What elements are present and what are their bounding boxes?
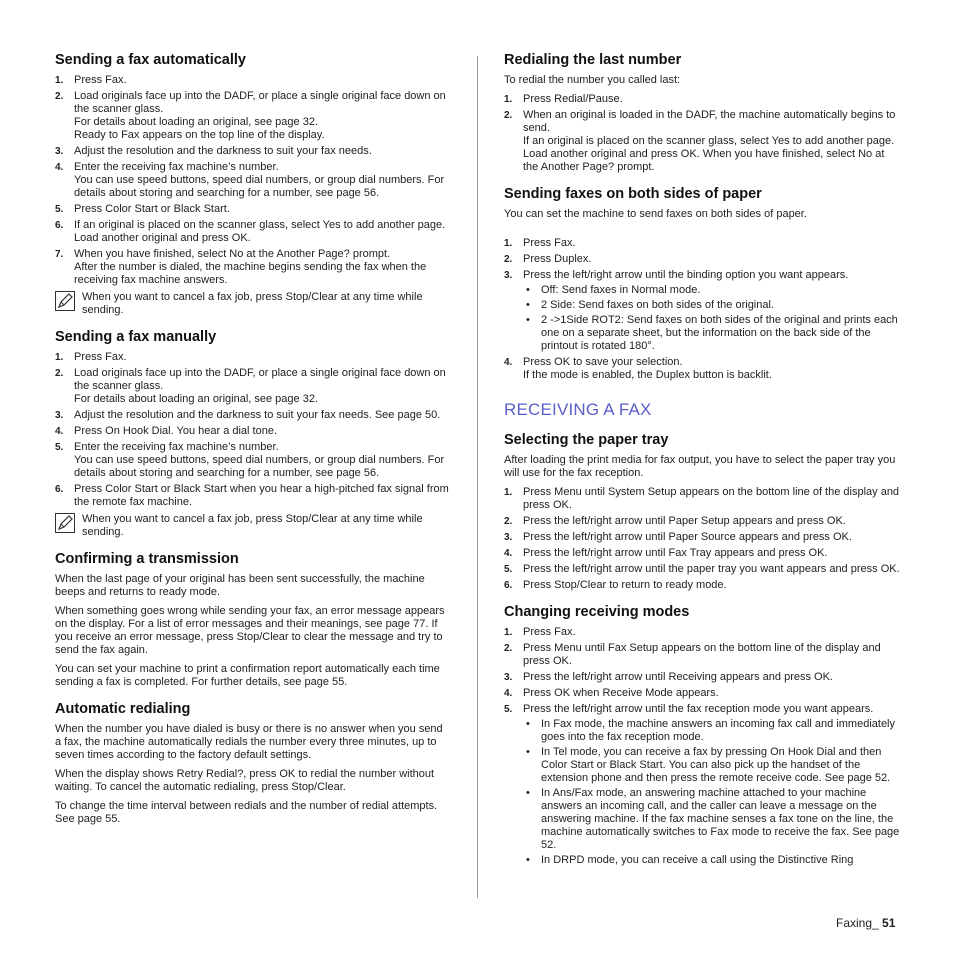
right-column — [504, 52, 902, 879]
list-item: 6. Press Stop/Clear to return to ready mode. — [504, 579, 727, 591]
list-item: 5. Press the left/right arrow until the fax reception mode you want appears. • In Fax mode, the machine answers an incoming fax call and immediately goes into the fax reception mode. • In Tel mode, you can receive a fax by pressing On Hook Dial and then Color Start or Black Start. You can also pick up the handset of the extension phone and then press the remote receive code. See page 52. • In Ans/Fax mode, an answering machine attached to your machine answers an incoming call, and the caller can leave a message on the answering machine. If the fax machine senses a fax tone on the line, the machine automatically switches to Fax mode to receive the fax. See page 52. • In DRPD mode, you can receive a call using the Distinctive Ring — [504, 703, 902, 867]
paragraph: You can set your machine to print a confirmation report automatically each time sending a fax is completed. For further details, see page 55. — [55, 663, 440, 688]
list-item: 1. Press Redial/Pause. — [504, 93, 623, 105]
note-text: When you want to cancel a fax job, press Stop/Clear at any time while sending. — [82, 291, 423, 316]
list-item: 5. Press Color Start or Black Start. — [55, 203, 230, 215]
paragraph: When the last page of your original has been sent successfully, the machine beeps and returns to ready mode. — [55, 573, 425, 598]
paragraph: When the number you have dialed is busy or there is no answer when you send a fax, the machine automatically redials the number every three minutes, up to seven times according to the factory default settings. — [55, 723, 443, 761]
list-item: 4. Press OK to save your selection. If the mode is enabled, the Duplex button is backlit. — [504, 356, 772, 381]
list-item: 1. Press Fax. — [55, 74, 127, 86]
bullet-icon: • — [526, 284, 530, 296]
section-auto-redial — [55, 701, 450, 826]
list-item: 2. Load originals face up into the DADF, or place a single original face down on the scanner glass. For details about loading an original, see page 32. Ready to Fax appears on the top line of the display. — [55, 90, 446, 141]
section-paper-tray — [504, 432, 902, 592]
list-item: 2. Press the left/right arrow until Paper Setup appears and press OK. — [504, 515, 846, 527]
steps-list — [55, 351, 450, 509]
steps-list — [55, 74, 450, 287]
section-redial-last — [504, 52, 902, 174]
steps-list — [504, 626, 902, 867]
list-item: 2. Press Menu until Fax Setup appears on the bottom line of the display and press OK. — [504, 642, 881, 667]
steps-list — [504, 93, 902, 174]
bullet-icon: • — [526, 854, 530, 866]
note-pencil-icon — [55, 513, 75, 533]
list-item: 4. Press On Hook Dial. You hear a dial tone. — [55, 425, 278, 437]
list-item: • In Tel mode, you can receive a fax by pressing On Hook Dial and then Color Start or Black Start. You can also pick up the handset of the extension phone and then press the remote receive code. See page 52. — [526, 746, 891, 784]
paragraph: You can set the machine to send faxes on both sides of paper. — [504, 208, 807, 220]
steps-list — [504, 486, 902, 592]
bullet-icon: • — [526, 299, 530, 311]
list-item: 5. Press the left/right arrow until the paper tray you want appears and press OK. — [504, 563, 900, 575]
list-item: • 2 ->1Side ROT2: Send faxes on both sides of the original and prints each one on a separate sheet, but the information on the back side of the printout is rotated 180°. — [526, 314, 898, 352]
list-item: 3. Press the left/right arrow until the binding option you want appears. • Off: Send faxes in Normal mode. • 2 Side: Send faxes on both sides of the original. • 2 ->1Side ROT2: Send faxes on both sides of the original and prints each one on a separate sheet, but the information on the back side of the printout is rotated 180°. — [504, 269, 902, 353]
paragraph: When something goes wrong while sending your fax, an error message appears on the display. For a list of error messages and their meanings, see page 77. If you receive an error message, press Stop/Clear to clear the message and try to send the fax again. — [55, 605, 445, 656]
section-sending-manually — [55, 329, 450, 539]
list-item: 5. Enter the receiving fax machine’s number. You can use speed buttons, speed dial numbers, or group dial numbers. For details about storing and searching for a number, see page 56. — [55, 441, 445, 479]
section-title: Redialing the last number — [504, 52, 682, 68]
left-column — [55, 52, 450, 838]
list-item: 3. Press the left/right arrow until Receiving appears and press OK. — [504, 671, 833, 683]
paragraph: To redial the number you called last: — [504, 74, 681, 86]
bullet-icon: • — [526, 746, 530, 758]
list-item: 3. Press the left/right arrow until Paper Source appears and press OK. — [504, 531, 852, 543]
list-item: 4. Press OK when Receive Mode appears. — [504, 687, 719, 699]
footer-section: Faxing_ — [836, 916, 879, 930]
list-item: 1. Press Fax. — [55, 351, 127, 363]
paragraph: After loading the print media for fax output, you have to select the paper tray you will use for the fax reception. — [504, 454, 896, 479]
list-item: 1. Press Fax. — [504, 626, 576, 638]
section-title: Changing receiving modes — [504, 604, 690, 620]
list-item: 6. If an original is placed on the scanner glass, select Yes to add another page. Load another original and press OK. — [55, 219, 446, 244]
bullet-icon: • — [526, 314, 530, 326]
column-divider — [477, 56, 478, 898]
section-duplex — [504, 186, 902, 382]
list-item: 2. When an original is loaded in the DADF, the machine automatically begins to send. If an original is placed on the scanner glass, select Yes to add another page. Load another original and press OK. When you have finished, select No at the Another Page? prompt. — [504, 109, 896, 173]
list-item: 3. Adjust the resolution and the darkness to suit your fax needs. — [55, 145, 372, 157]
section-title: Selecting the paper tray — [504, 432, 669, 448]
list-item: • In Ans/Fax mode, an answering machine attached to your machine answers an incoming call, and the caller can leave a message on the answering machine. If the fax machine senses a fax tone on the line, the machine automatically switches to Fax mode to receive the fax. See page 52. — [526, 787, 900, 851]
list-item: • In Fax mode, the machine answers an incoming fax call and immediately goes into the fax reception mode. — [526, 718, 896, 743]
list-item: 2. Press Duplex. — [504, 253, 592, 265]
paragraph: To change the time interval between redials and the number of redial attempts. See page 55. — [55, 800, 438, 825]
bullet-icon: • — [526, 787, 530, 799]
note-pencil-icon — [55, 291, 75, 311]
list-item: 3. Adjust the resolution and the darkness to suit your fax needs. See page 50. — [55, 409, 441, 421]
list-item: 2. Load originals face up into the DADF, or place a single original face down on the scanner glass. For details about loading an original, see page 32. — [55, 367, 446, 405]
section-title: Sending faxes on both sides of paper — [504, 186, 762, 202]
list-item: 1. Press Fax. — [504, 237, 576, 249]
list-item: 4. Enter the receiving fax machine’s number. You can use speed buttons, speed dial numbers, or group dial numbers. For details about storing and searching for a number, see page 56. — [55, 161, 445, 199]
section-title: Sending a fax automatically — [55, 52, 246, 68]
list-item: • Off: Send faxes in Normal mode. — [526, 284, 701, 296]
section-sending-automatically — [55, 52, 450, 317]
note-text: When you want to cancel a fax job, press Stop/Clear at any time while sending. — [82, 513, 423, 538]
list-item: 7. When you have finished, select No at the Another Page? prompt. After the number is dialed, the machine begins sending the fax when the receiving fax machine answers. — [55, 248, 427, 286]
list-item: • In DRPD mode, you can receive a call using the Distinctive Ring — [526, 854, 854, 866]
options-list — [523, 284, 902, 353]
chapter-heading: RECEIVING A FAX — [504, 400, 652, 419]
list-item: • 2 Side: Send faxes on both sides of the original. — [526, 299, 774, 311]
list-item: 6. Press Color Start or Black Start when you hear a high-pitched fax signal from the remote fax machine. — [55, 483, 449, 508]
section-title: Confirming a transmission — [55, 551, 239, 567]
bullet-icon: • — [526, 718, 530, 730]
list-item: 4. Press the left/right arrow until Fax Tray appears and press OK. — [504, 547, 828, 559]
page-footer — [836, 916, 895, 930]
section-title: Automatic redialing — [55, 701, 191, 717]
paragraph: When the display shows Retry Redial?, press OK to redial the number without waiting. To cancel the automatic redialing, press Stop/Clear. — [55, 768, 435, 793]
options-list — [523, 718, 902, 867]
section-title: Sending a fax manually — [55, 329, 217, 345]
note — [55, 291, 450, 317]
list-item: 1. Press Menu until System Setup appears on the bottom line of the display and press OK. — [504, 486, 900, 511]
section-receiving-modes — [504, 604, 902, 867]
page-number: 51 — [882, 916, 896, 930]
note — [55, 513, 450, 539]
steps-list — [504, 237, 902, 382]
section-confirming — [55, 551, 450, 689]
